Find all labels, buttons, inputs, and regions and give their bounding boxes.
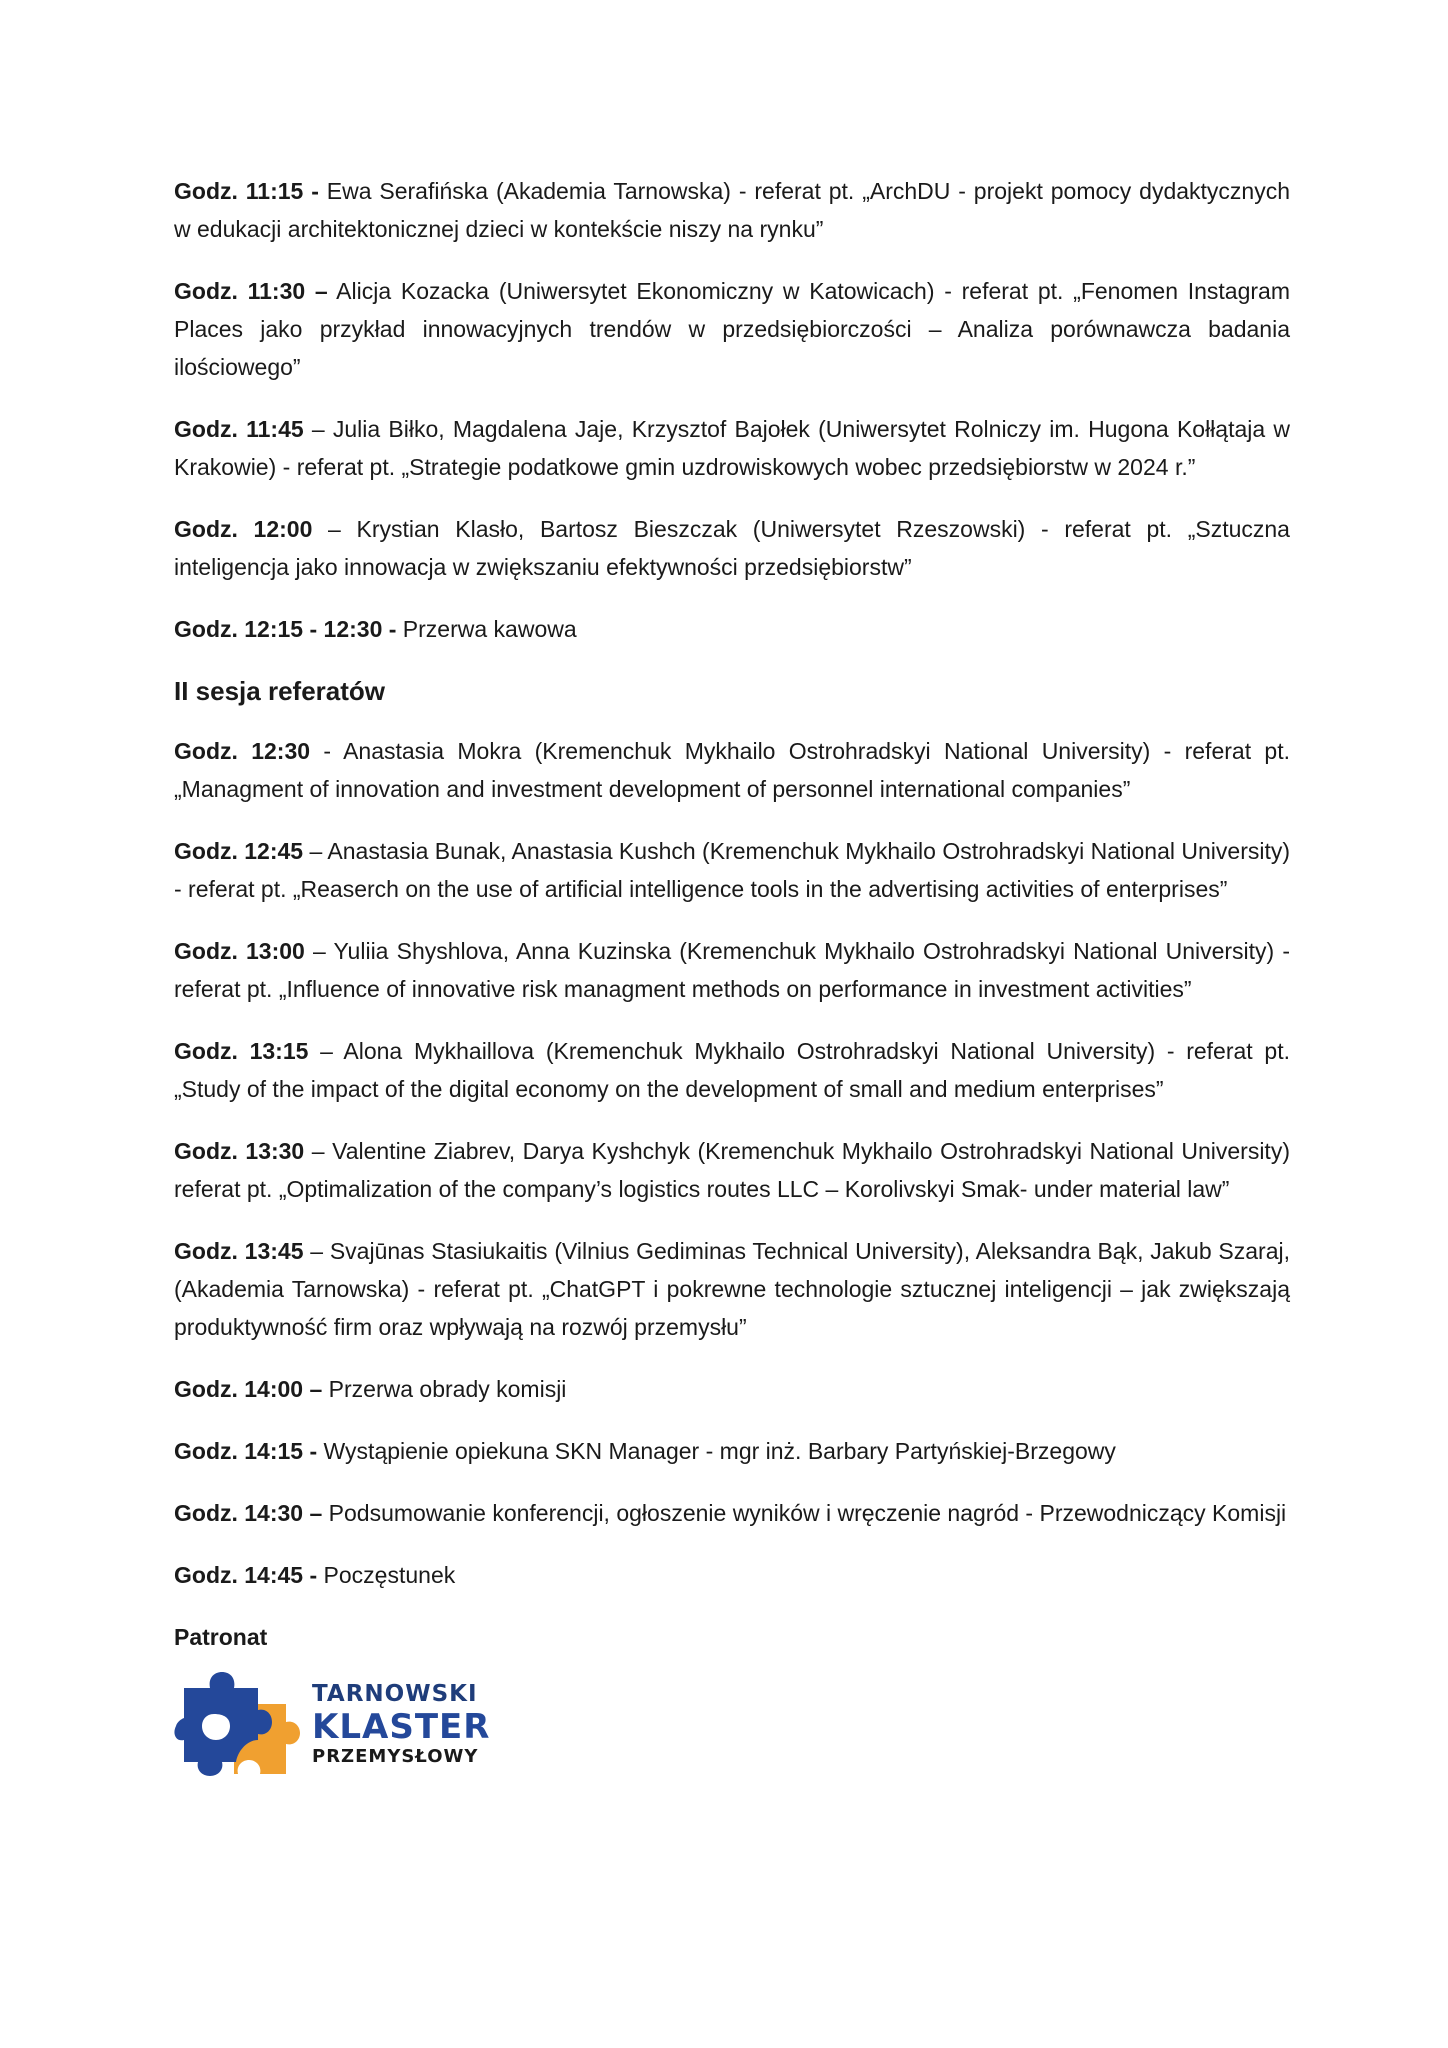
entry-time: Godz. 13:45: [174, 1238, 304, 1264]
agenda-entry-coffee-break: [174, 610, 1290, 648]
agenda-entry-1145: [174, 410, 1290, 486]
logo-text: [312, 1680, 490, 1768]
entry-time: Godz. 14:30 –: [174, 1500, 323, 1526]
entry-text: – Anastasia Bunak, Anastasia Kushch (Kremenchuk Mykhailo Ostrohradskyi National University) - referat pt. „Reaserch on the use of artificial intelligence tools in the advertising activities of enterprises”: [174, 838, 1291, 902]
entry-time: Godz. 11:15 -: [174, 178, 319, 204]
entry-text: – Alona Mykhaillova (Kremenchuk Mykhailo Ostrohradskyi National University) - referat pt. „Study of the impact of the digital economy on the development of small and medium enterprises”: [174, 1038, 1290, 1102]
entry-time: Godz. 11:30 –: [174, 278, 328, 304]
entry-text: – Valentine Ziabrev, Darya Kyshchyk (Kremenchuk Mykhailo Ostrohradskyi National University) referat pt. „Optimalization of the company’s logistics routes LLC – Korolivskyi Smak- under material law”: [174, 1138, 1290, 1202]
agenda-content: [174, 172, 1290, 1780]
entry-text: – Yuliia Shyshlova, Anna Kuzinska (Kremenchuk Mykhailo Ostrohradskyi National University) - referat pt. „Influence of innovative risk managment methods on performance in investment activities”: [174, 938, 1290, 1002]
entry-text: Ewa Serafińska (Akademia Tarnowska) - referat pt. „ArchDU - projekt pomocy dydaktycznych w edukacji architektonicznej dzieci w kontekście niszy na rynku”: [174, 178, 1291, 242]
tarnowski-klaster-logo: [174, 1670, 494, 1780]
entry-time: Godz. 14:15 -: [174, 1438, 318, 1464]
entry-time: Godz. 12:00: [174, 516, 313, 542]
agenda-entry-1300: [174, 932, 1290, 1008]
logo-line-przemyslowy: PRZEMYSŁOWY: [312, 1746, 479, 1767]
agenda-entry-1445: [174, 1556, 1290, 1594]
entry-time: Godz. 11:45: [174, 416, 304, 442]
agenda-entry-1315: [174, 1032, 1290, 1108]
agenda-entry-1130: [174, 272, 1290, 386]
entry-time: Godz. 12:15 - 12:30 -: [174, 616, 397, 642]
entry-text: – Krystian Klasło, Bartosz Bieszczak (Uniwersytet Rzeszowski) - referat pt. „Sztuczna inteligencja jako innowacja w zwiększaniu efektywności przedsiębiorstw”: [174, 516, 1290, 580]
patronat-label: Patronat: [174, 1624, 268, 1650]
entry-time: Godz. 13:30: [174, 1138, 305, 1164]
agenda-entry-1330: [174, 1132, 1290, 1208]
entry-text: - Anastasia Mokra (Kremenchuk Mykhailo Ostrohradskyi National University) - referat pt. „Managment of innovation and investment development of personnel international companies”: [174, 738, 1290, 802]
entry-time: Godz. 12:30: [174, 738, 311, 764]
entry-time: Godz. 14:45 -: [174, 1562, 318, 1588]
logo-line-tarnowski: TARNOWSKI: [312, 1681, 478, 1707]
entry-time: Godz. 13:15: [174, 1038, 309, 1064]
agenda-entry-1230: [174, 732, 1290, 808]
agenda-entry-1200: [174, 510, 1290, 586]
puzzle-logo-icon: [174, 1670, 304, 1780]
agenda-entry-1115: [174, 172, 1290, 248]
entry-text: Przerwa kawowa: [396, 616, 577, 642]
entry-text: Podsumowanie konferencji, ogłoszenie wyników i wręczenie nagród - Przewodniczący Komisji: [322, 1500, 1287, 1526]
entry-text: Poczęstunek: [317, 1562, 456, 1588]
entry-text: Przerwa obrady komisji: [322, 1376, 567, 1402]
entry-time: Godz. 12:45: [174, 838, 304, 864]
agenda-entry-1415: [174, 1432, 1290, 1470]
entry-text: Wystąpienie opiekuna SKN Manager - mgr inż. Barbary Partyńskiej-Brzegowy: [317, 1438, 1116, 1464]
entry-text: Alicja Kozacka (Uniwersytet Ekonomiczny w Katowicach) - referat pt. „Fenomen Instagram Places jako przykład innowacyjnych trendów w przedsiębiorczości – Analiza porównawcza badania ilościowego”: [174, 278, 1290, 380]
entry-text: – Julia Biłko, Magdalena Jaje, Krzysztof Bajołek (Uniwersytet Rolniczy im. Hugona Kołłątaja w Krakowie) - referat pt. „Strategie podatkowe gmin uzdrowiskowych wobec przedsiębiorstw w 2024 r.”: [174, 416, 1290, 480]
agenda-entry-1345: [174, 1232, 1290, 1346]
entry-time: Godz. 14:00 –: [174, 1376, 323, 1402]
agenda-entry-1430: [174, 1494, 1290, 1532]
logo-line-klaster: KLASTER: [312, 1707, 491, 1747]
agenda-entry-1400: [174, 1370, 1290, 1408]
section-heading: II sesja referatów: [174, 676, 385, 706]
entry-time: Godz. 13:00: [174, 938, 305, 964]
agenda-entry-1245: [174, 832, 1290, 908]
entry-text: – Svajūnas Stasiukaitis (Vilnius Gediminas Technical University), Aleksandra Bąk, Jakub Szaraj, (Akademia Tarnowska) - referat pt. „ChatGPT i pokrewne technologie sztucznej inteligencji – jak zwiększają produktywność firm oraz wpływają na rozwój przemysłu”: [174, 1238, 1290, 1340]
